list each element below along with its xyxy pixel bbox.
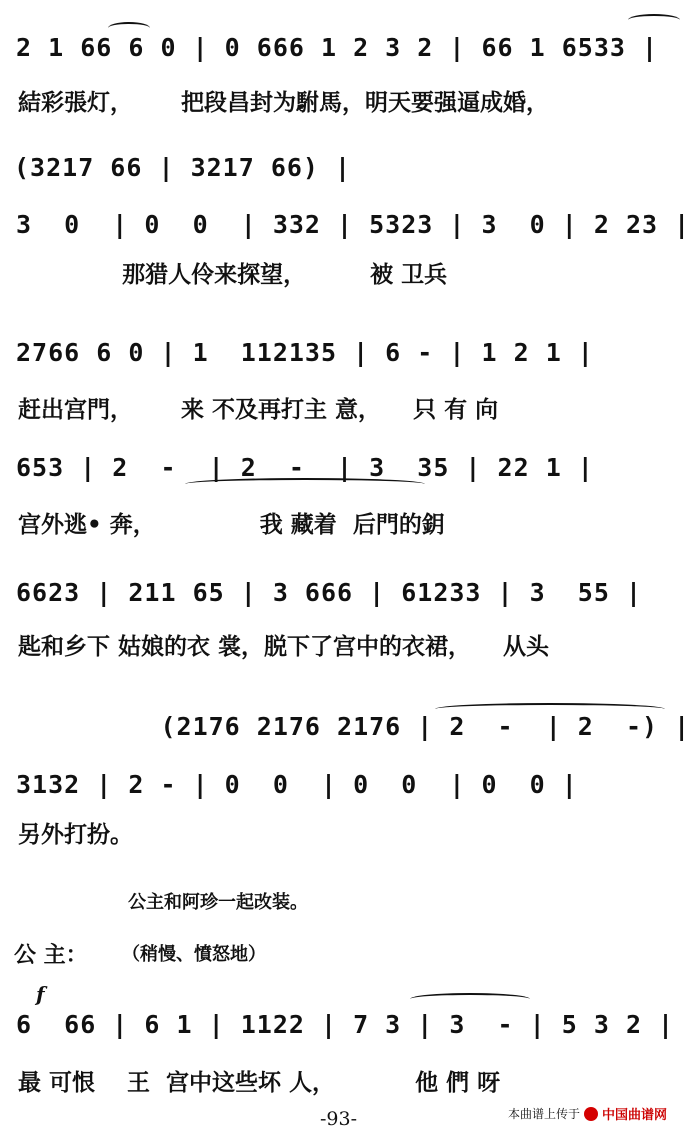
page-number: -93- <box>320 1108 358 1130</box>
slur-mark <box>108 22 150 34</box>
upload-text: 本曲谱上传于 <box>508 1107 581 1121</box>
lyrics-line-4: 赶出宫門， 来 不及再打主 意， 只 有 向 <box>18 397 499 423</box>
lyrics-line-1: 結彩張灯， 把段昌封为駙馬，明天要强逼成婚， <box>18 90 550 116</box>
site-watermark <box>508 1104 667 1123</box>
dynamic-mark: f <box>36 982 45 1006</box>
site-name: 中国曲谱网 <box>602 1108 668 1123</box>
site-logo-icon <box>584 1107 598 1121</box>
notation-line-8: 3132 | 2 - | 0 0 | 0 0 | 0 0 | <box>16 770 578 799</box>
notation-line-6: 6623 | 211 65 | 3 666 | 61233 | 3 55 | <box>16 578 642 607</box>
role-direction: （稍慢、憤怒地） <box>122 944 266 965</box>
lyrics-line-6: 匙和乡下 姑娘的衣 裳，脱下了宫中的衣裙， 从头 <box>18 634 550 660</box>
notation-line-4: 2766 6 0 | 1 112135 | 6 - | 1 2 1 | <box>16 338 594 367</box>
stage-direction: 公主和阿珍一起改装。 <box>128 892 308 913</box>
notation-line-5: 653 | 2 - | 2 - | 3 35 | 22 1 | <box>16 453 594 482</box>
notation-line-3: 3 0 | 0 0 | 332 | 5323 | 3 0 | 2 23 | <box>16 210 691 239</box>
notation-line-2: (3217 66 | 3217 66) | <box>14 153 352 182</box>
notation-line-7: (2176 2176 2176 | 2 - | 2 -) | <box>16 712 691 741</box>
lyrics-line-8: 另外打扮。 <box>18 822 133 848</box>
slur-mark <box>185 478 425 490</box>
slur-mark <box>435 703 665 715</box>
lyrics-line-9: 最 可恨 王 宫中这些坏 人， 他 們 呀 <box>18 1070 501 1096</box>
lyrics-line-5: 宫外逃• 奔， 我 藏着 后門的鈅 <box>18 512 445 538</box>
notation-line-9: 6 66 | 6 1 | 1122 | 7 3 | 3 - | 5 3 2 | <box>16 1010 675 1039</box>
slur-mark <box>628 14 680 26</box>
lyrics-line-3: 那猎人伶来探望， 被 卫兵 <box>18 262 448 288</box>
notation-line-1: 2 1 66 6 0 | 0 666 1 2 3 2 | 66 1 6533 | <box>16 33 659 62</box>
role-name: 公 主： <box>14 943 88 968</box>
slur-mark <box>410 993 530 1005</box>
